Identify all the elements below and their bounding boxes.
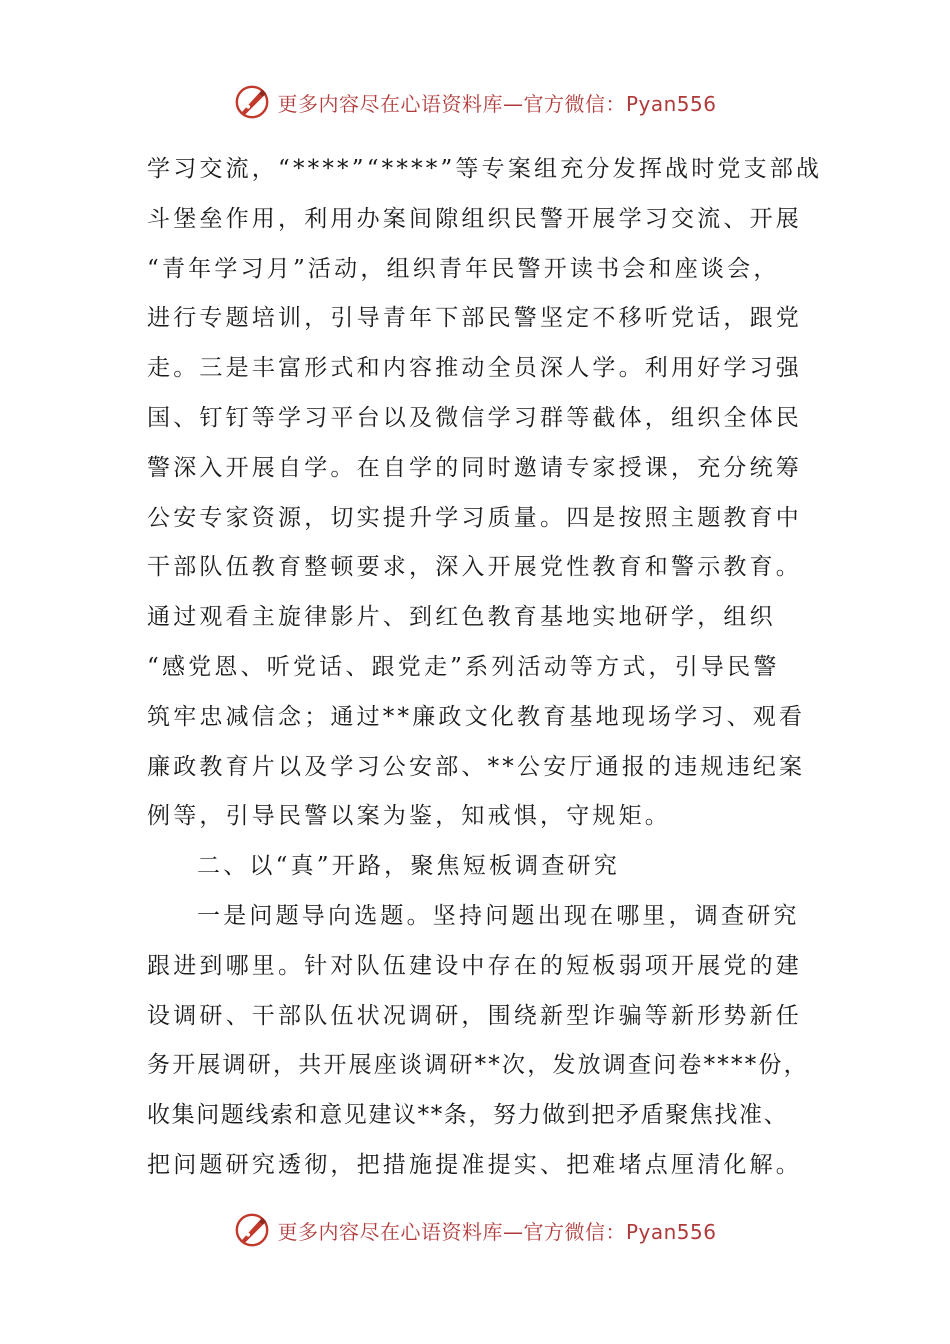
document-body [147, 145, 823, 1191]
section-heading: 二、以“真”开路，聚焦短板调查研究 [197, 853, 620, 880]
body-line: 收集问题线索和意见建议**条，努力做到把矛盾聚焦找准、 [147, 1102, 789, 1129]
watermark-banner-bottom [0, 1210, 950, 1250]
body-line: 把问题研究透彻，把措施提准提实、把难堵点厘清化解。 [147, 1151, 802, 1178]
watermark-text: 更多内容尽在心语资料库—官方微信：Pyan556 [277, 1219, 717, 1244]
body-line: 通过观看主旋律影片、到红色教育基地实地研学，组织 [147, 604, 776, 631]
body-line: 例等，引导民警以案为鉴，知戒惧，守规矩。 [147, 803, 671, 830]
watermark-banner-top [0, 82, 950, 122]
body-line: 跟进到哪里。针对队伍建设中存在的短板弱项开展党的建 [147, 952, 802, 979]
body-line: 国、钉钉等学习平台以及微信学习群等截体，组织全体民 [147, 404, 802, 431]
watermark-text: 更多内容尽在心语资料库—官方微信：Pyan556 [277, 91, 717, 116]
body-line: 设调研、干部队伍状况调研，围绕新型诈骗等新形势新任 [147, 1002, 802, 1029]
pen-nib-logo-icon [233, 83, 271, 121]
body-line: 警深入开展自学。在自学的同时邀请专家授课，充分统筹 [147, 454, 802, 481]
body-line: “青年学习月”活动，组织青年民警开读书会和座谈会， [147, 255, 780, 282]
body-line: “感党恩、听党话、跟党走”系列活动等方式，引导民警 [147, 653, 780, 680]
body-line: 廉政教育片以及学习公安部、**公安厅通报的违规违纪案 [147, 753, 806, 780]
body-line: 一是问题导向选题。坚持问题出现在哪里，调查研究 [197, 902, 800, 929]
body-line: 务开展调研，共开展座谈调研**次，发放调查问卷****份， [147, 1052, 809, 1079]
pen-nib-logo-icon [233, 1211, 271, 1249]
body-line: 干部队伍教育整顿要求，深入开展党性教育和警示教育。 [147, 554, 802, 581]
body-line: 斗堡垒作用，利用办案间隙组织民警开展学习交流、开展 [147, 205, 802, 232]
body-line: 公安专家资源，切实提升学习质量。四是按照主题教育中 [147, 504, 802, 531]
body-line: 学习交流，“****”“****”等专案组充分发挥战时党支部战 [147, 156, 823, 182]
body-line: 筑牢忠减信念；通过**廉政文化教育基地现场学习、观看 [147, 703, 806, 730]
body-line: 走。三是丰富形式和内容推动全员深人学。利用好学习强 [147, 355, 802, 382]
body-line: 进行专题培训，引导青年下部民警坚定不移听党话，跟党 [147, 305, 802, 332]
